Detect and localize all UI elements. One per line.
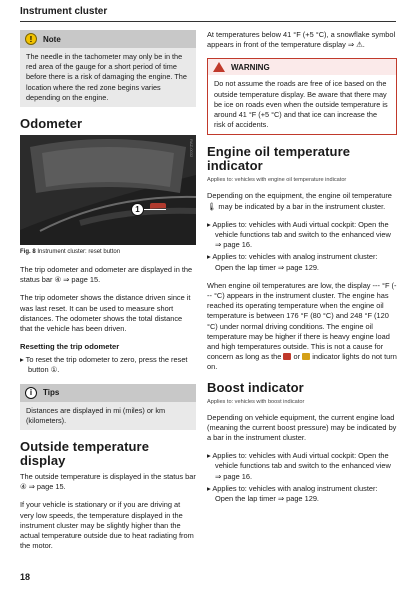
oil-paragraph-1: Depending on the equipment, the engine oil temperature 🌡 may be indicated by a bar in the instrument cluster. — [207, 191, 392, 211]
snowflake-paragraph: At temperatures below 41 °F (+5 °C), a snowflake symbol appears in front of the temperature display ⇒ ⚠. — [207, 30, 396, 50]
warning-title: WARNING — [231, 62, 270, 72]
oil-bullet-virtual-cockpit: ▸ Applies to: vehicles with Audi virtual cockpit: Open the vehicle functions tab and switch to the enhanced view ⇒ page 16. — [207, 219, 391, 250]
outside-temperature-heading: Outside temperature display — [20, 439, 150, 469]
callout-line — [144, 209, 166, 210]
yellow-indicator-icon — [302, 353, 310, 360]
oil-bullet-analog: ▸ Applies to: vehicles with analog instrument cluster: Open the lap timer ⇒ page 129. — [207, 252, 378, 272]
exclamation-icon: ! — [25, 33, 37, 45]
warning-body: Do not assume the roads are free of ice based on the outside temperature display. Be aware that there may be ice on roads even when the outside temperature is around 41 °F (+5 °C) and that ice can increase the risk of accidents. — [208, 75, 396, 134]
note-title: Note — [43, 34, 61, 44]
odometer-paragraph-2: The trip odometer shows the distance driven since it was last reset. It can be used to measure short distances. The odometer shows the total distance that the vehicle has been driven. — [20, 293, 191, 334]
outside-temperature-paragraph-1: The outside temperature is displayed in the status bar ④ ⇒ page 15. — [20, 472, 196, 492]
oil-paragraph-2-or: or — [293, 352, 301, 362]
oil-applies-to: Applies to: vehicles with engine oil temperature indicator — [207, 177, 347, 184]
oil-temperature-heading: Engine oil temperature indicator — [207, 144, 351, 174]
red-indicator-icon — [283, 353, 291, 360]
warning-header — [208, 59, 396, 75]
warning-triangle-icon — [213, 62, 225, 72]
boost-paragraph: Depending on vehicle equipment, the current engine load (meaning the current boost pressure) may be indicated by a bar in the instrument cluster. — [207, 412, 397, 443]
section-header: Instrument cluster — [20, 6, 108, 17]
page-number: 18 — [20, 572, 31, 582]
note-box — [20, 30, 196, 107]
right-column — [207, 30, 397, 506]
odometer-heading: Odometer — [20, 116, 83, 132]
reset-trip-heading: Resetting the trip odometer — [20, 342, 120, 352]
figure-code: RAZ-0032 — [189, 139, 194, 158]
reset-button-callout: 1 — [131, 203, 144, 216]
header-rule — [20, 21, 396, 22]
warning-box — [207, 58, 397, 135]
figure-caption-text: Instrument cluster: reset button — [37, 249, 121, 256]
figure-instrument-cluster — [20, 135, 196, 245]
boost-indicator-heading: Boost indicator — [207, 379, 304, 395]
boost-bullet-analog: ▸ Applies to: vehicles with analog instrument cluster: Open the lap timer ⇒ page 129. — [207, 483, 378, 504]
oil-paragraph-2-end: indicator lights do not turn on. — [207, 352, 397, 372]
instrument-cluster-illustration — [20, 135, 196, 245]
odometer-paragraph-1: The trip odometer and odometer are displayed in the status bar ④ ⇒ page 15. — [20, 265, 193, 285]
tips-header — [20, 384, 196, 402]
oil-paragraph-2-text: When engine oil temperatures are low, the display --- °F (--- °C) appears in the instrument cluster. The engine has reached its operating temperature when the engine oil temperature is between 176 °F (80 °C) and 248 °F (120 °C) under normal driving conditions. The engine oil temperature may be higher if there is heavy engine load and high temperatures outside. This is not a cause for concern as long as the — [207, 280, 397, 362]
outside-temperature-paragraph-2: If your vehicle is stationary or if you are driving at very low speeds, the temperature displayed in the instrument cluster may be slightly higher than the actual temperature outside due to heat radiating from the motor. — [20, 500, 194, 551]
boost-applies-to: Applies to: vehicles with boost indicator — [207, 398, 305, 405]
oil-paragraph-2 — [207, 281, 397, 373]
figure-caption — [20, 249, 196, 255]
note-header — [20, 30, 196, 48]
tips-body: Distances are displayed in mi (miles) or km (kilometers). — [20, 402, 196, 430]
figure-label: Fig. 8 — [20, 249, 36, 256]
tips-box — [20, 384, 196, 430]
reset-instruction: ▸ To reset the trip odometer to zero, press the reset button ①. — [20, 355, 188, 375]
note-body: The needle in the tachometer may only be in the red area of the gauge for a short period of time before there is a risk of damaging the engine. The location where the red zone begins varies depending on the engine. — [20, 48, 196, 107]
left-column — [20, 30, 196, 559]
boost-bullet-virtual-cockpit: ▸ Applies to: vehicles with Audi virtual cockpit: Open the vehicle functions tab and switch to the enhanced view ⇒ page 16. — [207, 451, 391, 481]
info-icon: i — [25, 387, 37, 399]
tips-title: Tips — [43, 388, 60, 398]
